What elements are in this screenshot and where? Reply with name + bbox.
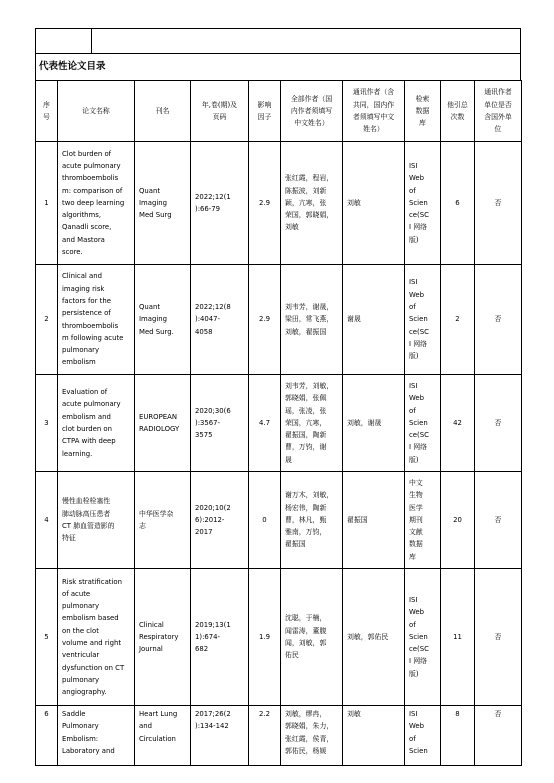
cell-line: I 网络 bbox=[409, 223, 428, 232]
cell-line: acute pulmonary bbox=[62, 400, 121, 409]
header-impact bbox=[249, 81, 281, 142]
cell-line: 版) bbox=[409, 352, 419, 361]
header-journal: 刊名 bbox=[135, 81, 191, 142]
db-cell bbox=[405, 472, 441, 569]
journal-cell bbox=[135, 472, 191, 569]
cell-line: Web bbox=[409, 394, 425, 403]
year-cell bbox=[191, 569, 249, 706]
db-cell bbox=[405, 265, 441, 375]
cell-line: ISI bbox=[409, 161, 418, 170]
corr-cell: 刘敏，郭佑民 bbox=[343, 569, 405, 706]
cell-line: Quant bbox=[139, 303, 161, 312]
cell-line: Imaging bbox=[139, 198, 167, 207]
cell-line: CT 肺血管造影的 bbox=[62, 522, 115, 530]
cell-line: 2019;13(1 bbox=[195, 620, 231, 629]
cell-line: 3575 bbox=[195, 431, 213, 440]
cell-line: Pulmonary bbox=[62, 722, 99, 731]
cell-line: pulmonary bbox=[62, 675, 100, 684]
cell-line: 他引总 bbox=[447, 100, 468, 109]
db-cell bbox=[405, 569, 441, 706]
table-row bbox=[36, 472, 522, 569]
cell-line: 6):2012- bbox=[195, 515, 225, 524]
cell-line: 郭佑民，杨媛 bbox=[285, 746, 327, 755]
cell-line: 刘韦芳，刘敏， bbox=[285, 381, 334, 390]
cell-line: 文献 bbox=[409, 528, 423, 537]
cell-line: I 网络 bbox=[409, 339, 428, 348]
cell-line: 梁田，常飞燕， bbox=[285, 315, 334, 324]
cell-line: 荣国，郭晓娟， bbox=[285, 211, 334, 220]
seq-cell: 4 bbox=[36, 472, 58, 569]
cell-line: Imaging bbox=[139, 315, 167, 324]
cell-line: 版) bbox=[409, 235, 419, 244]
cell-line: pulmonary bbox=[62, 346, 100, 355]
cites-cell: 11 bbox=[441, 569, 475, 706]
authors-cell bbox=[281, 375, 343, 472]
cell-line: of bbox=[409, 734, 416, 743]
cell-line: 2022;12(1 bbox=[195, 192, 231, 201]
cell-line: acute pulmonary bbox=[62, 161, 121, 170]
title-cell bbox=[58, 265, 135, 375]
cell-line: ce(SC bbox=[409, 431, 429, 440]
cell-line: 序 bbox=[43, 100, 50, 109]
cell-line: ce(SC bbox=[409, 327, 429, 336]
seq-cell: 6 bbox=[36, 706, 58, 766]
cell-line: Heart Lung bbox=[139, 710, 178, 718]
cell-line: 陈振波，刘新 bbox=[285, 186, 327, 195]
cell-line: thromboembolis bbox=[62, 321, 119, 330]
cell-line: 特征 bbox=[62, 534, 76, 543]
cell-line: 2017;26(2 bbox=[195, 710, 231, 718]
cell-line: 翟振国 bbox=[285, 540, 306, 549]
cell-line: Circulation bbox=[139, 734, 176, 743]
cell-line: Saddle bbox=[62, 710, 86, 718]
table-row bbox=[36, 265, 522, 375]
cell-line: 2022;12(8 bbox=[195, 303, 231, 312]
db-cell bbox=[405, 706, 441, 766]
impact-cell: 1.9 bbox=[249, 569, 281, 706]
header-db bbox=[405, 81, 441, 142]
cell-line: learning. bbox=[62, 449, 93, 458]
corr-cell: 刘敏 bbox=[343, 706, 405, 766]
cell-line: ISI bbox=[409, 381, 418, 390]
cell-line: 次数 bbox=[450, 113, 465, 121]
impact-cell: 2.9 bbox=[249, 265, 281, 375]
cell-line: embolism bbox=[62, 358, 96, 367]
cell-line: Quant bbox=[139, 186, 161, 195]
cell-line: Embolism: bbox=[62, 734, 99, 743]
section-title: 代表性论文目录 bbox=[35, 54, 521, 80]
foreign-cell: 否 bbox=[475, 142, 522, 265]
cell-line: 肺动脉高压患者 bbox=[62, 509, 111, 518]
cell-line: 页码 bbox=[212, 113, 227, 121]
cell-line: 682 bbox=[195, 645, 209, 654]
cell-line: 瑶，张凌，张 bbox=[285, 406, 327, 415]
cell-line: 刘韦芳，谢晟， bbox=[285, 303, 334, 312]
cites-cell: 20 bbox=[441, 472, 475, 569]
cell-line: 杨宏伟，陶新 bbox=[285, 503, 327, 512]
cell-line: of bbox=[409, 303, 416, 312]
cell-line: ):3567- bbox=[195, 418, 221, 427]
cell-line: 库 bbox=[419, 119, 426, 128]
cell-line: Med Surg. bbox=[139, 327, 174, 336]
cell-line: Scien bbox=[409, 418, 428, 427]
cell-line: 数据 bbox=[409, 540, 423, 549]
db-cell bbox=[405, 142, 441, 265]
cell-line: on the clot bbox=[62, 626, 99, 635]
year-cell bbox=[191, 706, 249, 766]
cell-line: embolism based bbox=[62, 614, 119, 623]
cell-line: 2020;10(2 bbox=[195, 503, 231, 512]
cell-line: 中文姓名） bbox=[294, 119, 329, 128]
cell-line: 张红霞，程岩， bbox=[285, 174, 334, 183]
journal-cell bbox=[135, 265, 191, 375]
cell-line: 刘敏，缪冉， bbox=[285, 710, 327, 718]
header-cites bbox=[441, 81, 475, 142]
cell-line: 郭晓娟，朱力， bbox=[285, 722, 334, 731]
cell-line: 闻雷涛，董腹 bbox=[285, 626, 327, 635]
cell-line: 慢性血栓栓塞性 bbox=[62, 497, 111, 506]
cell-line: 2017 bbox=[195, 528, 213, 537]
cell-line: 颖，亢寒，张 bbox=[285, 198, 327, 207]
cell-line: 翟振国，陶新 bbox=[285, 431, 327, 440]
cell-line: 佑民 bbox=[285, 651, 299, 660]
cites-cell: 42 bbox=[441, 375, 475, 472]
cell-line: 内作者须填写 bbox=[290, 106, 333, 115]
corr-cell: 刘敏，谢晟 bbox=[343, 375, 405, 472]
foreign-cell: 否 bbox=[475, 472, 522, 569]
title-cell bbox=[58, 142, 135, 265]
cell-line: score. bbox=[62, 248, 83, 257]
cell-line: 通讯作者 bbox=[484, 88, 512, 97]
document-sheet bbox=[35, 28, 521, 766]
foreign-cell: 否 bbox=[475, 375, 522, 472]
cell-line: 期刊 bbox=[409, 515, 423, 524]
cell-line: dysfunction on CT bbox=[62, 663, 125, 672]
year-cell bbox=[191, 142, 249, 265]
cell-line: 检索 bbox=[415, 94, 430, 103]
cell-line: I 网络 bbox=[409, 443, 428, 452]
cell-line: Risk stratification bbox=[62, 577, 122, 586]
cell-line: I 网络 bbox=[409, 657, 428, 666]
cell-line: 库 bbox=[409, 552, 416, 561]
title-cell bbox=[58, 472, 135, 569]
cell-line: 中文 bbox=[409, 478, 423, 487]
foreign-cell: 否 bbox=[475, 569, 522, 706]
cell-line: 2020;30(6 bbox=[195, 406, 231, 415]
cell-line: Scien bbox=[409, 632, 428, 641]
cell-line: 影响 bbox=[257, 100, 272, 109]
cell-line: 姓名） bbox=[363, 125, 384, 134]
cell-line: 谢万木，刘敏， bbox=[285, 491, 334, 500]
cell-line: Scien bbox=[409, 198, 428, 207]
corr-cell: 刘敏 bbox=[343, 142, 405, 265]
cell-line: ce(SC bbox=[409, 645, 429, 654]
cell-line: Scien bbox=[409, 746, 428, 755]
authors-cell bbox=[281, 706, 343, 766]
authors-cell bbox=[281, 569, 343, 706]
cell-line: angiography. bbox=[62, 688, 107, 697]
cell-line: of bbox=[409, 406, 416, 415]
cell-line: ):4047- bbox=[195, 315, 221, 324]
corr-cell: 谢晟 bbox=[343, 265, 405, 375]
cell-line: ):134-142 bbox=[195, 722, 229, 731]
cell-line: 单位是否 bbox=[484, 100, 512, 109]
cell-line: of acute bbox=[62, 589, 91, 598]
cell-line: persistence of bbox=[62, 309, 111, 318]
cell-line: 沈聪，于楠， bbox=[285, 614, 327, 623]
cell-line: Respiratory bbox=[139, 632, 179, 641]
top-blank-row bbox=[35, 28, 521, 54]
cell-line: and bbox=[139, 722, 152, 731]
header-seq bbox=[36, 81, 58, 142]
journal-cell bbox=[135, 569, 191, 706]
authors-cell bbox=[281, 142, 343, 265]
cell-line: imaging risk bbox=[62, 284, 105, 293]
title-cell bbox=[58, 706, 135, 766]
journal-cell bbox=[135, 142, 191, 265]
cell-line: 生物 bbox=[409, 491, 423, 500]
cell-line: Clinical bbox=[139, 620, 164, 629]
cell-line: 数据 bbox=[415, 106, 430, 115]
cell-line: Evaluation of bbox=[62, 388, 108, 397]
journal-cell bbox=[135, 706, 191, 766]
cell-line: Laboratory and bbox=[62, 746, 115, 755]
seq-cell: 5 bbox=[36, 569, 58, 706]
cell-line: Web bbox=[409, 290, 425, 299]
impact-cell: 2.9 bbox=[249, 142, 281, 265]
journal-cell bbox=[135, 375, 191, 472]
impact-cell: 2.2 bbox=[249, 706, 281, 766]
cell-line: 闻，刘敏，郭 bbox=[285, 639, 327, 647]
title-cell bbox=[58, 569, 135, 706]
cell-line: 郭晓娟，张佩 bbox=[285, 394, 327, 403]
cell-line: of bbox=[409, 186, 416, 195]
cell-line: 4058 bbox=[195, 327, 213, 336]
cell-line: m: comparison of bbox=[62, 186, 123, 195]
table-row bbox=[36, 375, 522, 472]
cell-line: CTPA with deep bbox=[62, 437, 116, 446]
cell-line: two deep learning bbox=[62, 198, 125, 207]
table-header-row bbox=[36, 81, 522, 142]
paper-table bbox=[35, 80, 522, 766]
impact-cell: 0 bbox=[249, 472, 281, 569]
seq-cell: 3 bbox=[36, 375, 58, 472]
cell-line: 共同，国内作 bbox=[352, 100, 395, 109]
cell-line: 1):674- bbox=[195, 632, 221, 641]
cell-line: clot burden on bbox=[62, 425, 113, 433]
cites-cell: 2 bbox=[441, 265, 475, 375]
cell-line: 年,卷(期)及 bbox=[201, 100, 238, 109]
cell-line: embolism and bbox=[62, 412, 111, 421]
cell-line: 者须填写中文 bbox=[352, 113, 395, 121]
cell-line: 通讯作者（含 bbox=[352, 88, 395, 97]
seq-cell: 2 bbox=[36, 265, 58, 375]
cell-line: 因子 bbox=[257, 113, 272, 121]
impact-cell: 4.7 bbox=[249, 375, 281, 472]
cell-line: ventricular bbox=[62, 651, 100, 660]
cell-line: 志 bbox=[139, 522, 146, 530]
title-cell bbox=[58, 375, 135, 472]
cell-line: ISI bbox=[409, 595, 418, 604]
cell-line: 荣国，亢寒， bbox=[285, 418, 327, 427]
cell-line: 张红霞，侯青， bbox=[285, 734, 334, 743]
cell-line: and Mastora bbox=[62, 235, 105, 244]
foreign-cell: 否 bbox=[475, 706, 522, 766]
foreign-cell: 否 bbox=[475, 265, 522, 375]
cell-line: m following acute bbox=[62, 333, 124, 342]
cell-line: ):66-79 bbox=[195, 205, 221, 213]
db-cell bbox=[405, 375, 441, 472]
header-title: 论文名称 bbox=[58, 81, 135, 142]
cell-line: Web bbox=[409, 722, 425, 731]
cell-line: 版) bbox=[409, 455, 419, 464]
cell-line: 含国外单 bbox=[484, 113, 512, 121]
cell-line: 曹，万钧，谢 bbox=[285, 443, 327, 452]
cell-line: ISI bbox=[409, 710, 418, 718]
table-row bbox=[36, 142, 522, 265]
cell-line: ce(SC bbox=[409, 211, 429, 220]
cell-line: factors for the bbox=[62, 296, 111, 305]
authors-cell bbox=[281, 472, 343, 569]
cell-line: 号 bbox=[43, 113, 50, 121]
cell-line: Qanadli score, bbox=[62, 223, 112, 232]
cites-cell: 8 bbox=[441, 706, 475, 766]
cell-line: 中华医学杂 bbox=[139, 509, 174, 518]
seq-cell: 1 bbox=[36, 142, 58, 265]
table-row bbox=[36, 569, 522, 706]
cell-line: 刘敏 bbox=[285, 223, 299, 232]
cell-line: volume and right bbox=[62, 639, 122, 647]
year-cell bbox=[191, 265, 249, 375]
cell-line: Clinical and bbox=[62, 272, 103, 281]
cell-line: Scien bbox=[409, 315, 428, 324]
cell-line: Web bbox=[409, 608, 425, 617]
cell-line: 雅南，万钧， bbox=[285, 528, 327, 537]
cell-line: Clot burden of bbox=[62, 149, 112, 158]
table-row bbox=[36, 706, 522, 766]
header-corr bbox=[343, 81, 405, 142]
cell-line: 刘敏，翟振国 bbox=[285, 327, 327, 336]
cell-line: ISI bbox=[409, 278, 418, 287]
cell-line: Journal bbox=[139, 645, 163, 654]
top-blank-cell bbox=[36, 29, 92, 53]
cell-line: 曹，林凡，甄 bbox=[285, 515, 327, 524]
cell-line: RADIOLOGY bbox=[139, 425, 180, 433]
cell-line: pulmonary bbox=[62, 602, 100, 611]
authors-cell bbox=[281, 265, 343, 375]
cell-line: 全部作者（国 bbox=[290, 94, 333, 103]
year-cell bbox=[191, 375, 249, 472]
cell-line: Web bbox=[409, 174, 425, 183]
cell-line: EUROPEAN bbox=[139, 412, 177, 421]
cell-line: algorithms, bbox=[62, 211, 102, 220]
header-authors bbox=[281, 81, 343, 142]
cell-line: 位 bbox=[494, 125, 502, 134]
cell-line: 医学 bbox=[409, 503, 423, 512]
cell-line: of bbox=[409, 620, 416, 629]
corr-cell: 翟振国 bbox=[343, 472, 405, 569]
header-year bbox=[191, 81, 249, 142]
cell-line: thromboembolis bbox=[62, 174, 119, 183]
cites-cell: 6 bbox=[441, 142, 475, 265]
year-cell bbox=[191, 472, 249, 569]
cell-line: Med Surg bbox=[139, 211, 172, 220]
cell-line: 晟 bbox=[285, 455, 292, 464]
cell-line: 版) bbox=[409, 669, 419, 678]
header-foreign bbox=[475, 81, 522, 142]
